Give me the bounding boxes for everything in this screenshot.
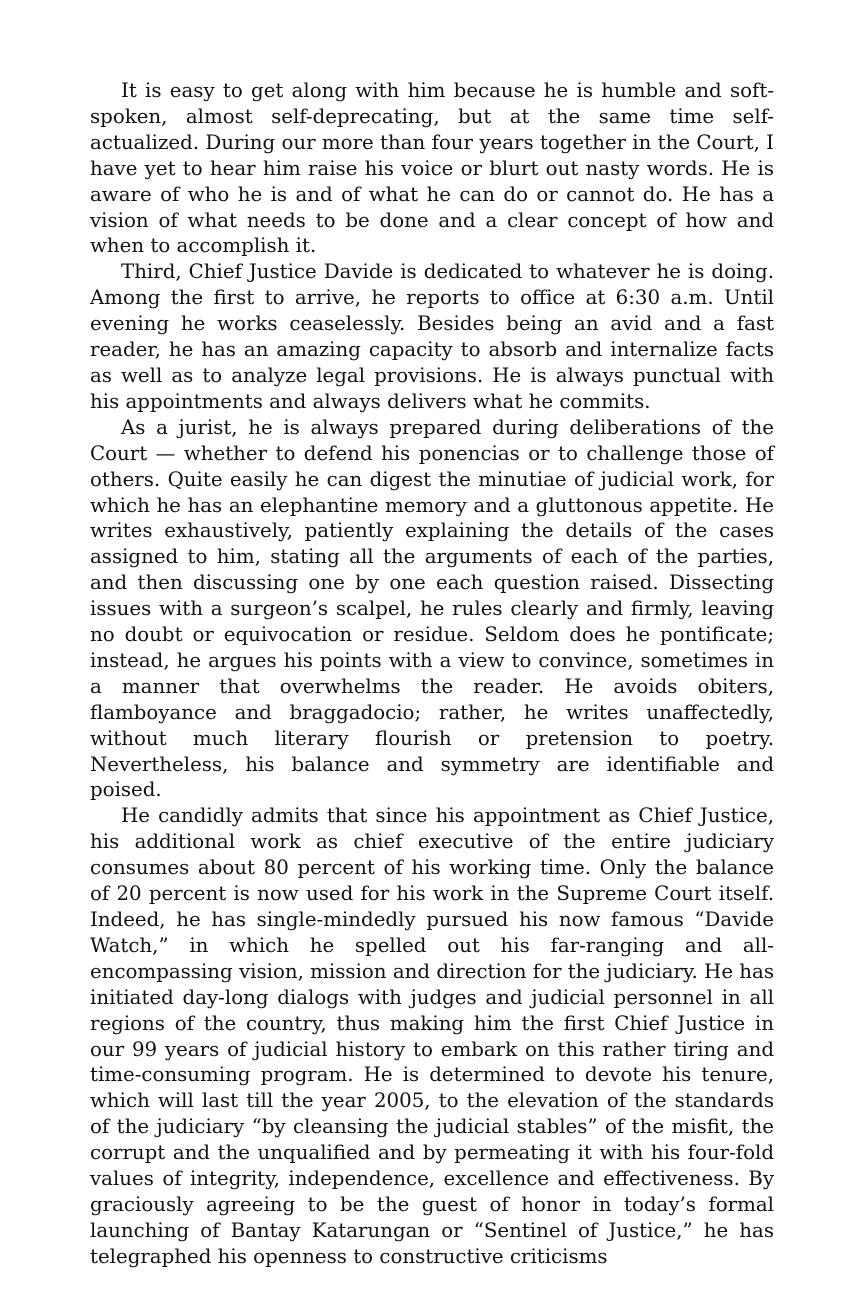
document-page [90, 78, 774, 1270]
paragraph-humble: It is easy to get along with him because he is humble and soft-spoken, almost self-deprecating, but at the same time self-actualized. During our more than four years together in the Court, I have yet to hear him raise his voice or blurt out nasty words. He is aware of who he is and of what he can do or cannot do. He has a vision of what needs to be done and a clear concept of how and when to accomplish it. [90, 79, 774, 258]
paragraph-chief-executive: He candidly admits that since his appointment as Chief Justice, his additional work as chief executive of the entire judiciary consumes about 80 percent of his working time. Only the balance of 20 percent is now used for his work in the Supreme Court itself. Indeed, he has single-mindedly pursued his now famous “Davide Watch,” in which he spelled out his far-ranging and all-encompassing vision, mission and direction for the judiciary. He has initiated day-long dialogs with judges and judicial personnel in all regions of the country, thus making him the first Chief Justice in our 99 years of judicial history to embark on this rather tiring and time-consuming program. He is determined to devote his tenure, which will last till the year 2005, to the elevation of the standards of the judiciary “by cleansing the judicial stables” of the misfit, the corrupt and the unqualified and by permeating it with his four-fold values of integrity, independence, excellence and effectiveness. By graciously agreeing to be the guest of honor in today’s formal launching of Bantay Katarungan or “Sentinel of Justice,” he has telegraphed his openness to constructive criticisms [90, 804, 774, 1268]
paragraph-dedicated: Third, Chief Justice Davide is dedicated to whatever he is doing. Among the first to arrive, he reports to office at 6:30 a.m. Until evening he works ceaselessly. Besides being an avid and a fast reader, he has an amazing capacity to absorb and internalize facts as well as to analyze legal provisions. He is always punctual with his appointments and always delivers what he commits. [90, 260, 774, 413]
paragraph-jurist: As a jurist, he is always prepared during deliberations of the Court — whether to defend his ponencias or to challenge those of others. Quite easily he can digest the minutiae of judicial work, for which he has an elephantine memory and a gluttonous appetite. He writes exhaustively, patiently explaining the details of the cases assigned to him, stating all the arguments of each of the parties, and then discussing one by one each question raised. Dissecting issues with a surgeon’s scalpel, he rules clearly and firmly, leaving no doubt or equivocation or residue. Seldom does he pontificate; instead, he argues his points with a view to convince, sometimes in a manner that overwhelms the reader. He avoids obiters, flamboyance and braggadocio; rather, he writes unaffectedly, without much literary flourish or pretension to poetry. Nevertheless, his balance and symmetry are identifiable and poised. [90, 415, 774, 802]
